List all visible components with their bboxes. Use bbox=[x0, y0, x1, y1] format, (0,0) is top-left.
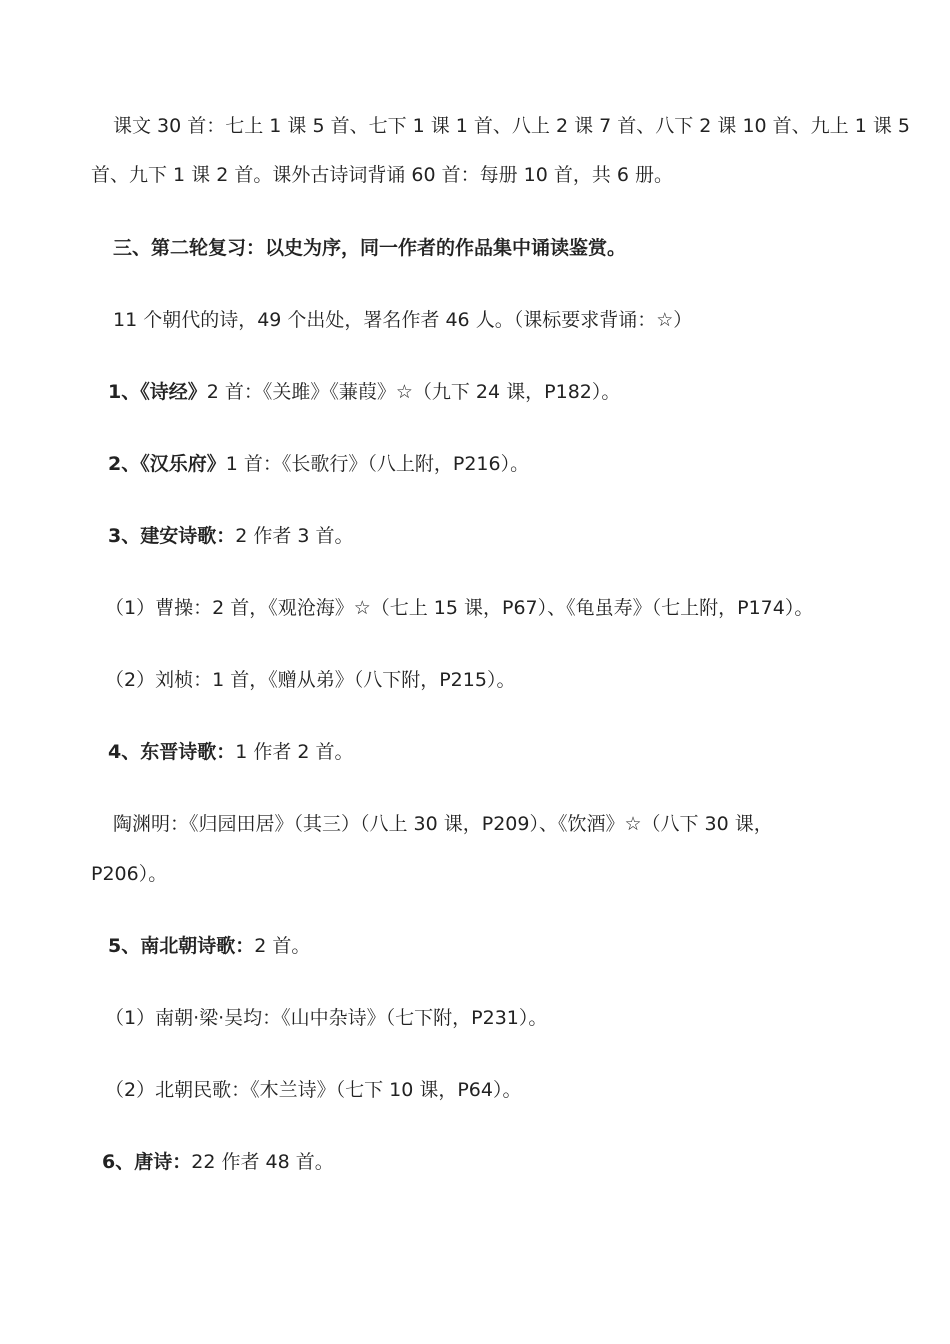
list-item bbox=[108, 739, 354, 765]
sub-item: （1）曹操：2 首，《观沧海》☆（七上 15 课，P67）、《龟虽寿》（七上附，P174）。 bbox=[105, 597, 814, 619]
section-heading: 三、第二轮复习：以史为序，同一作者的作品集中诵读鉴赏。 bbox=[113, 237, 627, 259]
summary-line: 11 个朝代的诗，49 个出处，署名作者 46 人。（课标要求背诵：☆） bbox=[113, 309, 693, 331]
item-label: 5、南北朝诗歌： bbox=[108, 935, 255, 957]
item-label: 3、建安诗歌： bbox=[108, 525, 236, 547]
paragraph-line: 首、九下 1 课 2 首。课外古诗词背诵 60 首：每册 10 首，共 6 册。 bbox=[91, 164, 674, 186]
item-text: 2 首：《关雎》《蒹葭》☆（九下 24 课，P182）。 bbox=[206, 381, 621, 403]
list-item bbox=[108, 933, 310, 959]
sub-item: 陶渊明：《归园田居》（其三）（八上 30 课，P209）、《饮酒》☆（八下 30 课， bbox=[113, 813, 773, 835]
sub-item: P206）。 bbox=[91, 863, 168, 885]
item-text: 22 作者 48 首。 bbox=[191, 1151, 334, 1173]
list-item bbox=[108, 523, 354, 549]
list-item bbox=[102, 1149, 334, 1175]
sub-item: （1）南朝·梁·吴均：《山中杂诗》（七下附，P231）。 bbox=[105, 1007, 548, 1029]
sub-item: （2）刘桢：1 首，《赠从弟》（八下附，P215）。 bbox=[105, 669, 516, 691]
sub-item: （2）北朝民歌：《木兰诗》（七下 10 课，P64）。 bbox=[105, 1079, 522, 1101]
list-item bbox=[108, 451, 529, 477]
item-text: 1 作者 2 首。 bbox=[235, 741, 354, 763]
item-text: 1 首：《长歌行》（八上附，P216）。 bbox=[225, 453, 530, 475]
item-label: 2、《汉乐府》 bbox=[108, 453, 226, 475]
item-text: 2 作者 3 首。 bbox=[235, 525, 354, 547]
item-text: 2 首。 bbox=[254, 935, 311, 957]
item-label: 6、唐诗： bbox=[102, 1151, 192, 1173]
paragraph-line: 课文 30 首：七上 1 课 5 首、七下 1 课 1 首、八上 2 课 7 首、八下 2 课 10 首、九上 1 课 5 bbox=[113, 115, 910, 137]
item-label: 1、《诗经》 bbox=[108, 381, 207, 403]
list-item bbox=[108, 379, 620, 405]
item-label: 4、东晋诗歌： bbox=[108, 741, 236, 763]
